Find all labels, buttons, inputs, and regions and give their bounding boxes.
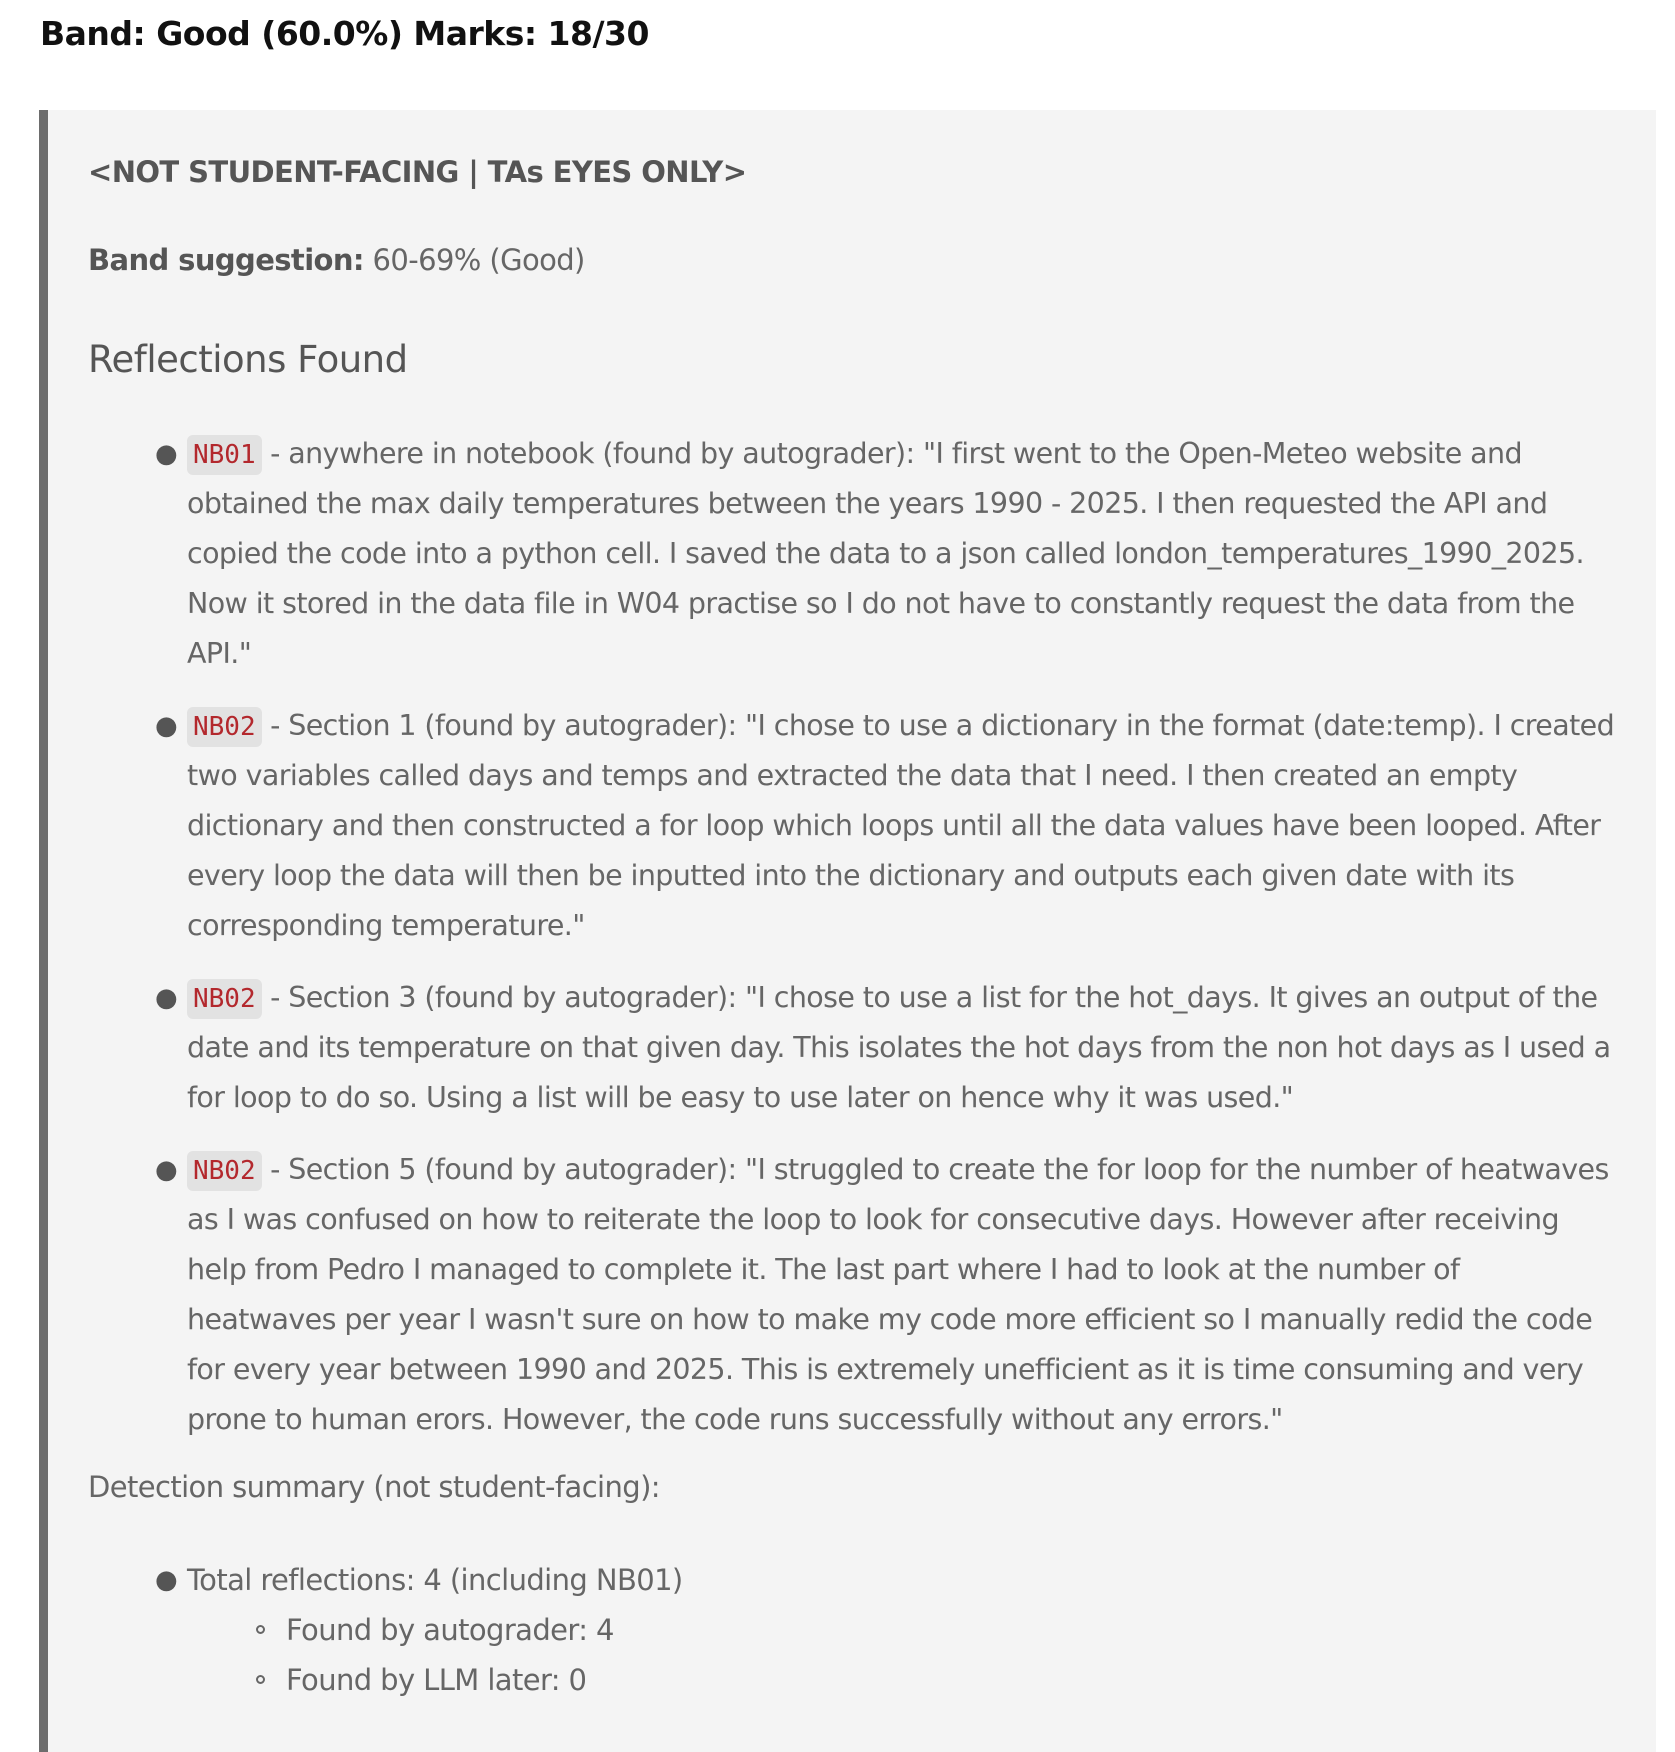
circle-bullet-icon (256, 1625, 265, 1634)
notebook-code: NB02 (187, 1151, 262, 1191)
notebook-code: NB02 (187, 707, 262, 747)
detection-summary-list (88, 1555, 1616, 1705)
band-suggestion-label: Band suggestion: (88, 243, 364, 277)
summary-autograder-item (286, 1605, 1616, 1655)
summary-llm-text: Found by LLM later: 0 (286, 1663, 587, 1697)
reflection-item (155, 973, 1616, 1123)
notebook-code: NB02 (187, 979, 262, 1019)
reflection-item (155, 1145, 1616, 1445)
bullet-icon: ● (155, 439, 178, 469)
summary-sub-list (187, 1605, 1616, 1705)
bullet-icon: ● (155, 983, 178, 1013)
summary-total-text: Total reflections: 4 (including NB01) (187, 1563, 683, 1597)
reflections-found-heading: Reflections Found (88, 338, 408, 381)
summary-autograder-text: Found by autograder: 4 (286, 1613, 614, 1647)
band-suggestion (88, 240, 1616, 280)
detection-summary-label: Detection summary (not student-facing): (88, 1470, 660, 1504)
bullet-icon: ● (155, 711, 178, 741)
reflection-text: - Section 5 (found by autograder): "I struggled to create the for loop for the number of heatwaves as I was confused on how to reiterate the loop to look for consecutive days. However after receiving help from Pedro I managed to complete it. The last part where I had to look at the number of heatwaves per year I wasn't sure on how to make my code more efficient so I manually redid the code for every year between 1990 and 2025. This is extremely unefficient as it is time consuming and very prone to human erors. However, the code runs successfully without any errors." (187, 1153, 1609, 1436)
bullet-icon: ● (155, 1155, 178, 1185)
ta-visibility-label: <NOT STUDENT-FACING | TAs EYES ONLY> (88, 155, 747, 189)
summary-total-item (155, 1555, 1616, 1705)
band-marks-heading: Band: Good (60.0%) Marks: 18/30 (40, 14, 649, 53)
bullet-icon: ● (155, 1565, 178, 1595)
reflections-list (88, 429, 1616, 1445)
reflection-item (155, 701, 1616, 951)
ta-only-blockquote (39, 110, 1656, 1752)
band-suggestion-value: 60-69% (Good) (363, 243, 585, 277)
reflection-item (155, 429, 1616, 679)
circle-bullet-icon (256, 1675, 265, 1684)
reflection-text: - Section 1 (found by autograder): "I chose to use a dictionary in the format (date:temp). I created two variables called days and temps and extracted the data that I need. I then created an empty dictionary and then constructed a for loop which loops until all the data values have been looped. After every loop the data will then be inputted into the dictionary and outputs each given date with its corresponding temperature." (187, 709, 1615, 942)
reflection-text: - Section 3 (found by autograder): "I chose to use a list for the hot_days. It gives an output of the date and its temperature on that given day. This isolates the hot days from the non hot days as I used a for loop to do so. Using a list will be easy to use later on hence why it was used." (187, 981, 1611, 1114)
reflection-text: - anywhere in notebook (found by autograder): "I first went to the Open-Meteo website and obtained the max daily temperatures between the years 1990 - 2025. I then requested the API and copied the code into a python cell. I saved the data to a json called london_temperatures_1990_2025. Now it stored in the data file in W04 practise so I do not have to constantly request the data from the API." (187, 437, 1584, 670)
summary-llm-item (286, 1655, 1616, 1705)
notebook-code: NB01 (187, 435, 262, 475)
